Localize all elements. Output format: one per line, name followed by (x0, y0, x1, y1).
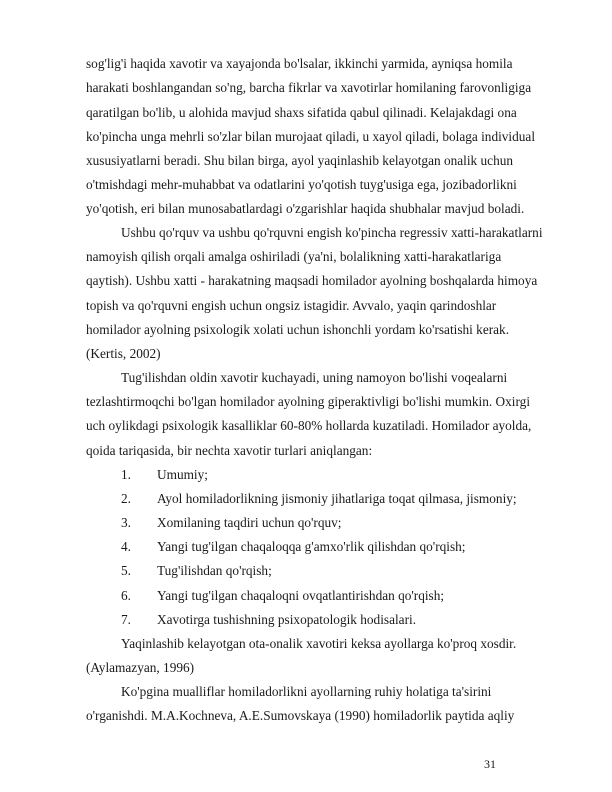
paragraph-2-line-6: (Kertis, 2002) (86, 346, 161, 361)
list-item-number: 4. (121, 539, 131, 554)
paragraph-2-line-1: Ushbu qo'rquv va ushbu qo'rquvni engish ko'pincha regressiv xatti-harakatlarni (121, 225, 543, 240)
paragraph-1-line-5: xususiyatlarni beradi. Shu bilan birga, ayol yaqinlashib kelayotgan onalik uchun (86, 153, 514, 168)
list-item-text: Xomilaning taqdiri uchun qo'rquv; (157, 515, 342, 530)
paragraph-3-line-2: tezlashtirmoqchi bo'lgan homilador ayolning giperaktivligi bo'lishi mumkin. Oxirgi (86, 394, 531, 409)
paragraph-3-line-4: qoida tariqasida, bir nechta xavotir turlari aniqlangan: (86, 443, 373, 458)
paragraph-3-line-3: uch oylikdagi psixologik kasalliklar 60-80% hollarda kuzatiladi. Homilador ayolda, (86, 418, 532, 433)
list-item-number: 7. (121, 612, 131, 627)
paragraph-2-line-3: qaytish). Ushbu xatti - harakatning maqsadi homilador ayolning boshqalarda himoya (86, 273, 538, 288)
paragraph-1-line-1: sog'lig'i haqida xavotir va xayajonda bo'lsalar, ikkinchi yarmida, ayniqsa homila (86, 56, 513, 71)
paragraph-1-line-4: ko'pincha unga mehrli so'zlar bilan murojaat qiladi, u xayol qiladi, bolaga individual (86, 129, 536, 144)
paragraph-3-line-1: Tug'ilishdan oldin xavotir kuchayadi, uning namoyon bo'lishi voqealarni (121, 370, 508, 385)
list-item-text: Yangi tug'ilgan chaqaloqqa g'amxo'rlik qilishdan qo'rqish; (157, 539, 466, 554)
list-item-number: 6. (121, 588, 131, 603)
list-item-number: 3. (121, 515, 131, 530)
paragraph-4-line-2: (Aylamazyan, 1996) (86, 660, 195, 675)
paragraph-1-line-3: qaratilgan bo'lib, u alohida mavjud shaxs sifatida qabul qilinadi. Kelajakdagi ona (86, 105, 517, 120)
list-item-text: Umumiy; (157, 467, 208, 482)
list-item-text: Yangi tug'ilgan chaqaloqni ovqatlantirishdan qo'rqish; (157, 588, 445, 603)
list-item-text: Tug'ilishdan qo'rqish; (157, 563, 272, 578)
list-item-text: Xavotirga tushishning psixopatologik hodisalari. (157, 612, 417, 627)
list-item-number: 1. (121, 467, 131, 482)
paragraph-2-line-5: homilador ayolning psixologik xolati uchun ishonchli yordam ko'rsatishi kerak. (86, 322, 510, 337)
paragraph-2-line-2: namoyish qilish orqali amalga oshiriladi (ya'ni, bolalikning xatti-harakatlariga (86, 249, 502, 264)
page-number: 31 (484, 757, 496, 771)
paragraph-1-line-2: harakati boshlangandan so'ng, barcha fikrlar va xavotirlar homilaning farovonligiga (86, 80, 532, 95)
paragraph-5-line-1: Ko'pgina mualliflar homiladorlikni ayollarning ruhiy holatiga ta'sirini (121, 684, 492, 699)
paragraph-2-line-4: topish va qo'rquvni engish uchun ongsiz istagidir. Avvalo, yaqin qarindoshlar (86, 298, 497, 313)
paragraph-5-line-2: o'rganishdi. M.A.Kochneva, A.E.Sumovskaya (1990) homiladorlik paytida aqliy (86, 708, 515, 723)
list-item-number: 2. (121, 491, 131, 506)
list-item-number: 5. (121, 563, 131, 578)
paragraph-1-line-6: o'tmishdagi mehr-muhabbat va odatlarini yo'qotish tuyg'usiga ega, jozibadorlikni (86, 177, 517, 192)
list-item-text: Ayol homiladorlikning jismoniy jihatlariga toqat qilmasa, jismoniy; (157, 491, 517, 506)
paragraph-4-line-1: Yaqinlashib kelayotgan ota-onalik xavotiri keksa ayollarga ko'proq xosdir. (121, 636, 517, 651)
paragraph-1-line-7: yo'qotish, eri bilan munosabatlardagi o'zgarishlar haqida shubhalar mavjud boladi. (86, 201, 525, 216)
